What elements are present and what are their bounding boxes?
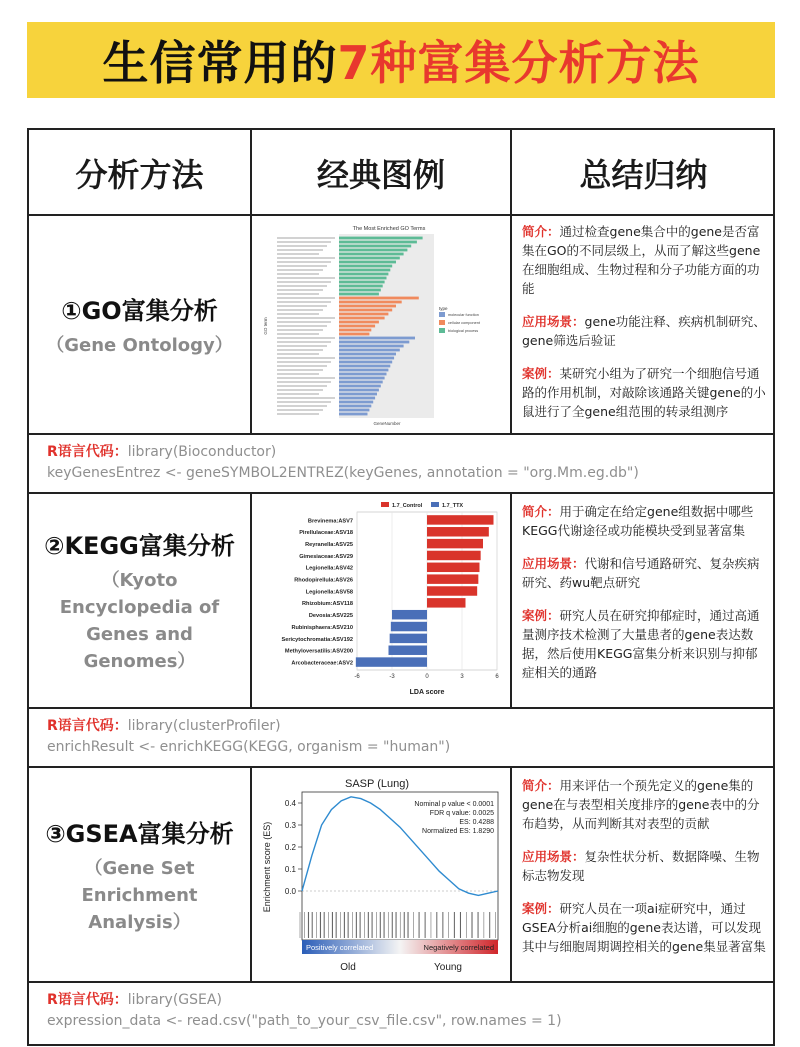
method-name: ①GO富集分析 <box>61 296 218 325</box>
go-term-label <box>277 313 319 314</box>
method-name: ③GSEA富集分析 <box>45 819 234 848</box>
category-label: Sericytochromatia:ASV192 <box>281 636 353 643</box>
x-tick-label: 0 <box>425 674 429 680</box>
legend-label: biological process <box>448 329 479 333</box>
lda-x-ticks <box>354 674 499 680</box>
use-text: gene功能注释、疾病机制研究、gene筛选后验证 <box>522 314 766 348</box>
negative-label: Negatively correlated <box>423 943 494 952</box>
intro-label: 简介： <box>522 224 560 239</box>
x-tick-label: 3 <box>460 674 464 680</box>
go-bar <box>339 377 385 380</box>
go-term-label <box>277 285 327 286</box>
method-subtitle: （Gene Set Enrichment Analysis） <box>81 857 198 933</box>
go-bar <box>339 261 396 264</box>
go-bar <box>339 257 400 260</box>
code-kegg <box>47 716 450 758</box>
method-subtitle: （Gene Ontology） <box>46 334 233 356</box>
gsea-y-ticks <box>285 799 302 896</box>
go-term-label <box>277 293 319 294</box>
go-bar <box>339 241 417 244</box>
go-bar <box>339 393 377 396</box>
legend-swatch <box>439 320 445 325</box>
go-legend <box>439 306 481 333</box>
go-bar <box>339 305 396 308</box>
legend-label: 1.7_TTX <box>442 503 464 509</box>
go-term-label <box>277 245 327 246</box>
x-tick-label: -3 <box>389 674 395 680</box>
go-term-labels <box>277 237 335 414</box>
go-term-label <box>277 357 335 358</box>
header-figure: 经典图例 <box>316 156 445 194</box>
divider <box>29 707 773 709</box>
go-bar <box>339 329 371 332</box>
go-term-label <box>277 341 331 342</box>
go-bar <box>339 237 423 240</box>
category-label: Devosia:ASV225 <box>308 613 353 620</box>
go-bar <box>339 341 409 344</box>
category-label: Reyranella:ASV25 <box>305 541 353 548</box>
go-bar <box>339 353 396 356</box>
x-axis-label: GeneNumber <box>373 421 401 426</box>
category-label: Arcobacteraceae:ASV2 <box>291 660 353 667</box>
go-bar <box>339 317 385 320</box>
stat-line: Nominal p value < 0.0001 <box>414 801 494 808</box>
go-bar <box>339 269 390 272</box>
case-text: 研究人员在研究抑郁症时，通过高通量测序技术检测了大量患者的gene表达数据，然后使用KEGG富集分析来识别与抑郁症相关的通路 <box>522 608 760 680</box>
go-bar <box>339 245 411 248</box>
code-go <box>47 442 639 484</box>
method-name: ②KEGG富集分析 <box>44 532 235 560</box>
go-term-label <box>277 377 335 378</box>
go-term-label <box>277 249 323 250</box>
title-accent: 7种富集分析方法 <box>337 36 700 90</box>
intro-label: 简介： <box>522 778 560 793</box>
go-bar <box>339 265 392 268</box>
go-term-label <box>277 389 323 390</box>
page-title <box>102 27 699 93</box>
category-label: Rhodopirellula:ASV26 <box>294 577 353 584</box>
x-axis-label: LDA score <box>409 689 445 696</box>
go-term-label <box>277 401 331 402</box>
lda-bar <box>392 610 427 619</box>
code-line-1: library(GSEA) <box>127 992 222 1008</box>
go-term-label <box>277 241 331 242</box>
go-bar <box>339 293 379 296</box>
lda-bar <box>427 539 483 548</box>
case-text: 某研究小组为了研究一个细胞信号通路的作用机制，对敲除该通路关键gene的小鼠进行了全gene组范围的转录组测序 <box>522 366 766 419</box>
intro-label: 简介： <box>522 504 560 519</box>
go-bar <box>339 277 387 280</box>
go-term-label <box>277 273 319 274</box>
go-term-label <box>277 393 319 394</box>
case-label: 案例： <box>522 366 560 381</box>
go-term-label <box>277 345 327 346</box>
lda-category-labels <box>281 518 353 666</box>
go-term-label <box>277 365 327 366</box>
header-method: 分析方法 <box>75 156 204 194</box>
go-bar <box>339 301 402 304</box>
go-term-label <box>277 361 331 362</box>
intro-text: 通过检查gene集合中的gene是否富集在GO的不同层级上，从而了解这些gene在细胞组成、生物过程和分子功能方面的功能 <box>522 224 761 296</box>
lda-bar <box>390 634 427 643</box>
go-term-label <box>277 413 319 414</box>
lda-bar <box>427 551 481 560</box>
gsea-chart-svg <box>258 772 506 977</box>
go-bar <box>339 401 373 404</box>
y-tick-label: 0.0 <box>284 887 296 896</box>
go-bar <box>339 405 371 408</box>
code-label: R语言代码： <box>47 444 128 460</box>
case-label: 案例： <box>522 901 560 916</box>
method-gsea <box>29 768 250 981</box>
category-label: Legionella:ASV42 <box>305 565 353 572</box>
go-bar <box>339 385 381 388</box>
go-bar <box>339 249 407 252</box>
y-tick-label: 0.1 <box>284 865 296 874</box>
legend-label: molecular function <box>448 313 479 317</box>
lda-bar <box>427 563 480 572</box>
code-line-2: keyGenesEntrez <- geneSYMBOL2ENTREZ(keyGenes, annotation = "org.Mm.eg.db") <box>47 465 639 481</box>
go-term-label <box>277 329 323 330</box>
old-label: Old <box>340 962 356 973</box>
title-main: 生信常用的 <box>102 36 338 90</box>
go-bar <box>339 289 381 292</box>
go-bar <box>339 345 404 348</box>
go-term-label <box>277 253 319 254</box>
code-label: R语言代码： <box>47 718 128 734</box>
go-term-label <box>277 337 335 338</box>
use-label: 应用场景： <box>522 314 585 329</box>
use-text: 复杂性状分析、数据降噪、生物标志物发现 <box>522 849 760 883</box>
go-term-label <box>277 369 323 370</box>
go-bar <box>339 297 419 300</box>
legend-swatch <box>381 502 389 507</box>
go-term-label <box>277 305 327 306</box>
category-label: Legionella:ASV58 <box>305 589 353 596</box>
lda-bar <box>427 574 478 583</box>
go-term-label <box>277 265 327 266</box>
case-text: 研究人员在一项ai症研究中，通过GSEA分析ai细胞的gene表达谱，可以发现其中与细胞周期调控相关的gene集显著富集 <box>522 901 766 954</box>
code-line-1: library(Bioconductor) <box>127 444 277 460</box>
chart-title: SASP (Lung) <box>344 778 410 790</box>
go-bar <box>339 313 388 316</box>
go-term-label <box>277 349 323 350</box>
go-bar <box>339 361 392 364</box>
go-bar <box>339 285 383 288</box>
go-bar <box>339 409 369 412</box>
go-term-label <box>277 353 319 354</box>
go-bar <box>339 349 400 352</box>
category-label: Rubinisphaera:ASV210 <box>291 624 353 631</box>
go-term-label <box>277 281 331 282</box>
go-term-label <box>277 405 327 406</box>
lda-bar <box>427 515 494 524</box>
use-text: 代谢和信号通路研究、复杂疾病研究、药wu靶点研究 <box>522 556 760 590</box>
summary-kegg <box>522 502 767 696</box>
lda-bar <box>389 645 428 654</box>
divider <box>510 492 512 707</box>
legend-swatch <box>431 502 439 507</box>
go-term-label <box>277 237 335 238</box>
code-line-2: enrichResult <- enrichKEGG(KEGG, organism = "human") <box>47 739 451 755</box>
gene-hit-ticks <box>300 912 495 938</box>
lda-bar <box>391 622 427 631</box>
code-gsea <box>47 990 562 1032</box>
code-label: R语言代码： <box>47 992 128 1008</box>
go-bar <box>339 381 383 384</box>
go-bar <box>339 365 390 368</box>
go-term-label <box>277 261 331 262</box>
go-bar <box>339 273 388 276</box>
y-tick-label: 0.4 <box>284 799 296 808</box>
positive-label: Positively correlated <box>306 943 374 952</box>
go-term-label <box>277 309 323 310</box>
y-tick-label: 0.3 <box>284 821 296 830</box>
go-term-label <box>277 301 331 302</box>
divider <box>250 492 252 707</box>
legend-label: cellular component <box>448 321 480 325</box>
go-term-label <box>277 297 335 298</box>
go-term-label <box>277 333 319 334</box>
gsea-stats <box>414 801 494 835</box>
lda-bar-chart <box>257 498 507 702</box>
stat-line: FDR q value: 0.0025 <box>429 810 494 817</box>
legend-swatch <box>439 328 445 333</box>
go-term-label <box>277 277 335 278</box>
legend-title: type <box>439 306 448 311</box>
code-line-2: expression_data <- read.csv("path_to_your_csv_file.csv", row.names = 1) <box>47 1013 562 1029</box>
x-tick-label: -6 <box>354 674 360 680</box>
gsea-plot <box>258 772 506 977</box>
go-chart-svg <box>259 222 505 428</box>
method-go <box>29 216 250 433</box>
lda-chart-svg <box>257 498 507 702</box>
go-bar-chart <box>259 222 505 428</box>
category-label: Pirellulaceae:ASV18 <box>299 530 353 537</box>
go-term-label <box>277 373 319 374</box>
lda-bar <box>427 598 466 607</box>
legend-swatch <box>439 312 445 317</box>
use-label: 应用场景： <box>522 849 585 864</box>
go-bar <box>339 413 368 416</box>
stat-line: Normalized ES: 1.8290 <box>422 828 494 835</box>
go-term-label <box>277 317 335 318</box>
lda-legend <box>381 502 463 509</box>
legend-label: 1.7_Control <box>392 503 423 509</box>
y-tick-label: 0.2 <box>284 843 296 852</box>
code-line-1: library(clusterProfiler) <box>127 718 281 734</box>
go-term-label <box>277 257 335 258</box>
y-axis-label: Enrichment score (ES) <box>262 821 272 913</box>
header-summary: 总结归纳 <box>579 156 708 194</box>
go-term-label <box>277 381 331 382</box>
divider <box>510 766 512 981</box>
go-bar <box>339 253 404 256</box>
go-term-label <box>277 321 331 322</box>
go-bar <box>339 325 375 328</box>
go-term-label <box>277 325 327 326</box>
go-bar <box>339 373 387 376</box>
divider <box>250 766 252 981</box>
go-bar <box>339 389 379 392</box>
go-bar <box>339 281 385 284</box>
go-bar <box>339 321 379 324</box>
go-bar <box>339 357 394 360</box>
method-subtitle: （Kyoto Encyclopedia of Genes and Genomes） <box>59 570 220 672</box>
go-term-label <box>277 385 327 386</box>
category-label: Rhizobium:ASV118 <box>302 601 353 608</box>
summary-gsea <box>522 776 767 970</box>
young-label: Young <box>434 962 462 973</box>
lda-bars <box>356 515 494 667</box>
category-label: Brevinema:ASV7 <box>307 518 353 525</box>
lda-bar <box>356 657 427 666</box>
go-term-label <box>277 397 335 398</box>
lda-bar <box>427 586 477 595</box>
y-axis-label: GO term <box>263 317 268 335</box>
intro-text: 用于确定在给定gene组数据中哪些KEGG代谢途径或功能模块受到显著富集 <box>522 504 754 538</box>
go-term-label <box>277 409 323 410</box>
chart-title: The Most Enriched GO Terms <box>352 226 426 232</box>
category-label: Methyloversatilis:ASV200 <box>284 648 353 655</box>
go-bar <box>339 369 388 372</box>
intro-text: 用来评估一个预先定义的gene集的gene在与表型相关度排序的gene表中的分布趋势，从而判断其对表型的贡献 <box>522 778 760 831</box>
use-label: 应用场景： <box>522 556 585 571</box>
stat-line: ES: 0.4288 <box>459 819 494 826</box>
divider <box>29 981 773 983</box>
summary-go <box>522 222 767 435</box>
method-table <box>27 128 775 1046</box>
go-bar <box>339 309 392 312</box>
go-term-label <box>277 269 323 270</box>
go-bar <box>339 397 375 400</box>
go-bar <box>339 333 369 336</box>
case-label: 案例： <box>522 608 560 623</box>
lda-bar <box>427 527 489 536</box>
category-label: Gimesiaceae:ASV29 <box>299 553 353 560</box>
go-bar <box>339 337 415 340</box>
title-banner <box>27 22 775 98</box>
x-tick-label: 6 <box>495 674 499 680</box>
method-kegg <box>29 494 250 707</box>
go-term-label <box>277 289 323 290</box>
